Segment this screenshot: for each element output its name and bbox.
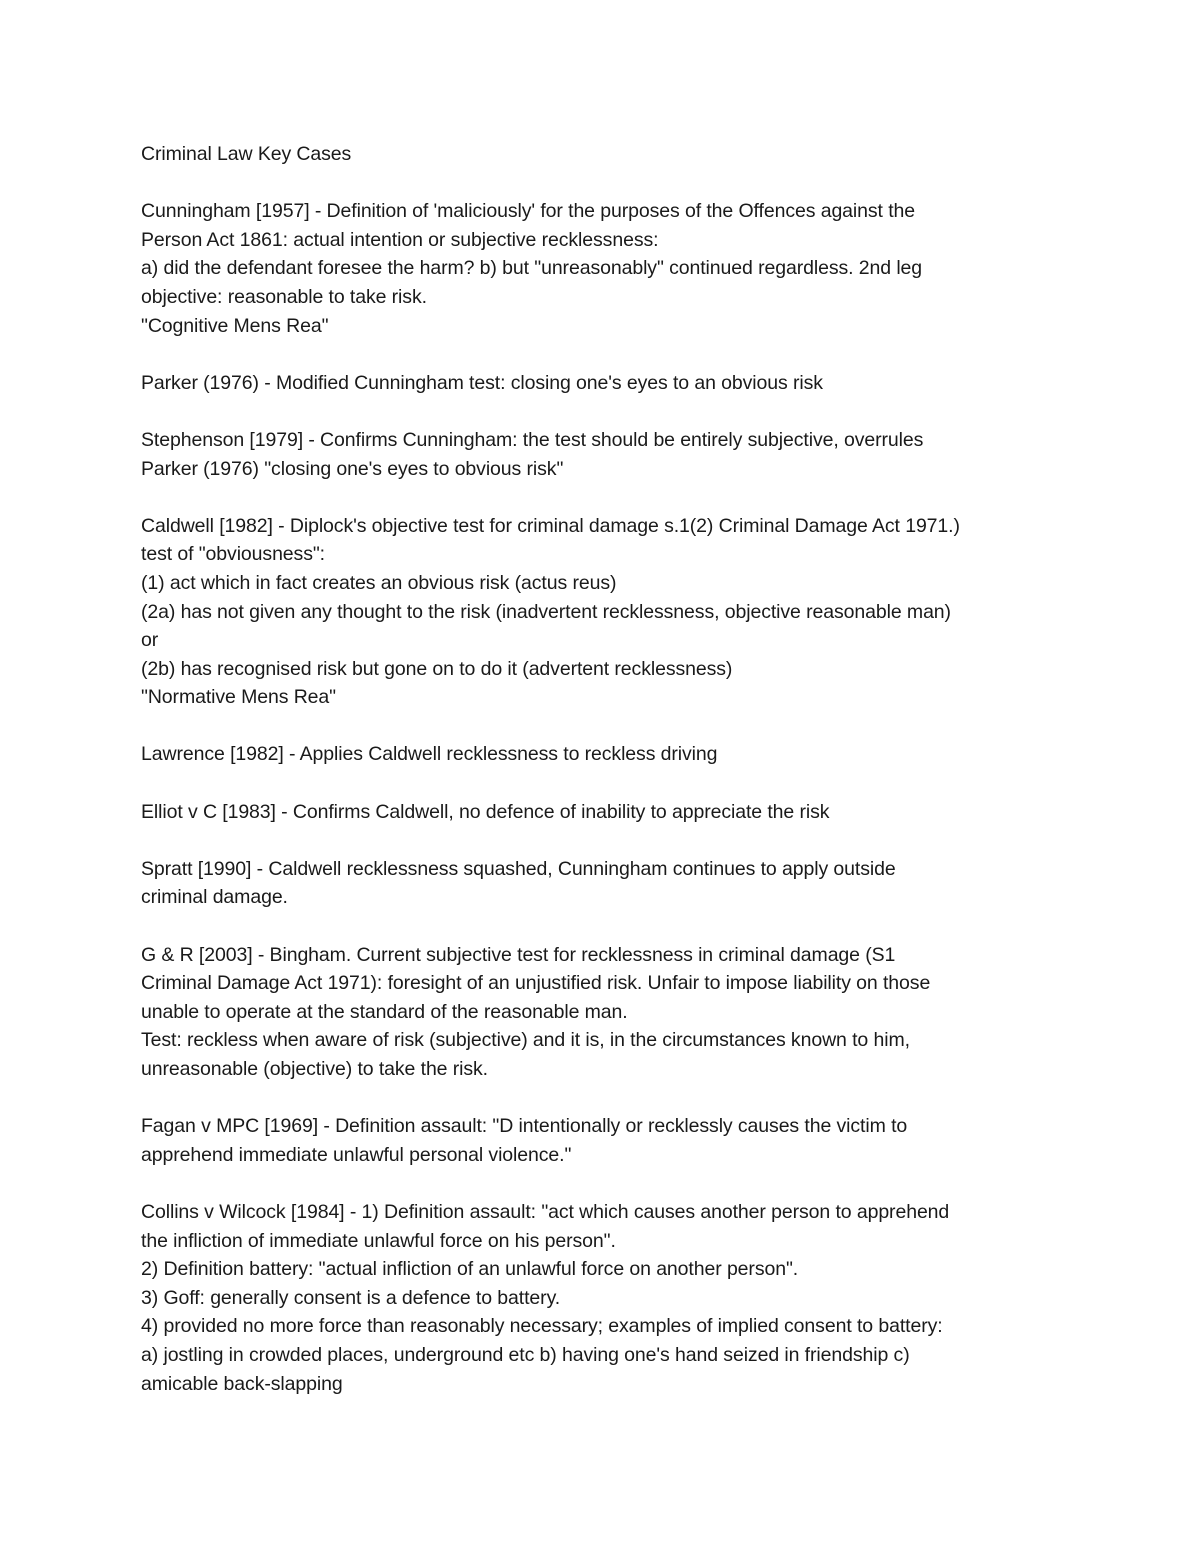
case-text-line: (2a) has not given any thought to the risk (inadvertent recklessness, objective reasonable man) [141,600,951,623]
case-text-line: the infliction of immediate unlawful force on his person". [141,1229,616,1252]
case-text-line: objective: reasonable to take risk. [141,285,427,308]
case-text-line: or [141,629,159,652]
case-text-line: Parker (1976) - Modified Cunningham test: closing one's eyes to an obvious risk [141,371,823,394]
paragraph-spacer [141,769,1101,798]
paragraph-spacer [141,712,1101,741]
case-text-line: Collins v Wilcock [1984] - 1) Definition assault: "act which causes another person to apprehend [141,1200,950,1223]
case-text-line: Elliot v C [1983] - Confirms Caldwell, no defence of inability to appreciate the risk [141,800,830,823]
case-text-line: amicable back-slapping [141,1372,343,1395]
paragraph-spacer [141,826,1101,855]
paragraph-spacer [141,340,1101,369]
case-text-line: 2) Definition battery: "actual infliction of an unlawful force on another person". [141,1258,799,1281]
paragraph-spacer [141,1169,1101,1198]
paragraph-spacer [141,483,1101,512]
case-text-line: "Normative Mens Rea" [141,686,336,709]
case-text-line: apprehend immediate unlawful personal violence." [141,1143,572,1166]
case-list [141,169,1101,1399]
case-text-line: G & R [2003] - Bingham. Current subjective test for recklessness in criminal damage (S1 [141,943,896,966]
case-text-line: Stephenson [1979] - Confirms Cunningham: the test should be entirely subjective, overrules [141,428,924,451]
paragraph-spacer [141,397,1101,426]
case-text-line: test of "obviousness": [141,543,325,566]
paragraph-spacer [141,912,1101,941]
case-text-line: Cunningham [1957] - Definition of 'maliciously' for the purposes of the Offences against the [141,200,916,223]
case-text-line: unable to operate at the standard of the reasonable man. [141,1000,628,1023]
case-paragraph [141,1198,1101,1398]
case-paragraph [141,426,1101,483]
case-text-line: a) jostling in crowded places, underground etc b) having one's hand seized in friendship c) [141,1343,910,1366]
case-text-line: Fagan v MPC [1969] - Definition assault: "D intentionally or recklessly causes the victim to [141,1115,908,1138]
case-text-line: Parker (1976) "closing one's eyes to obvious risk" [141,457,564,480]
case-text-line: a) did the defendant foresee the harm? b) but "unreasonably" continued regardless. 2nd leg [141,257,923,280]
case-text-line: Person Act 1861: actual intention or subjective recklessness: [141,228,659,251]
case-text-line: criminal damage. [141,886,288,909]
case-paragraph [141,941,1101,1084]
case-paragraph [141,855,1101,912]
case-paragraph [141,197,1101,340]
case-text-line: Criminal Damage Act 1971): foresight of an unjustified risk. Unfair to impose liability on those [141,972,931,995]
case-text-line: Spratt [1990] - Caldwell recklessness squashed, Cunningham continues to apply outside [141,857,896,880]
case-text-line: 4) provided no more force than reasonably necessary; examples of implied consent to battery: [141,1315,943,1338]
case-paragraph [141,798,1101,827]
case-text-line: (2b) has recognised risk but gone on to do it (advertent recklessness) [141,657,733,680]
case-paragraph [141,512,1101,712]
case-paragraph [141,1112,1101,1169]
case-text-line: Test: reckless when aware of risk (subjective) and it is, in the circumstances known to him, [141,1029,910,1052]
case-text-line: "Cognitive Mens Rea" [141,314,329,337]
case-text-line: Lawrence [1982] - Applies Caldwell recklessness to reckless driving [141,743,718,766]
case-paragraph [141,740,1101,769]
case-text-line: 3) Goff: generally consent is a defence to battery. [141,1286,561,1309]
case-text-line: Caldwell [1982] - Diplock's objective test for criminal damage s.1(2) Criminal Damage Act 1971.) [141,514,960,537]
case-paragraph [141,369,1101,398]
case-text-line: (1) act which in fact creates an obvious risk (actus reus) [141,571,617,594]
document-body [141,140,1101,1398]
paragraph-spacer [141,169,1101,198]
document-title: Criminal Law Key Cases [141,143,352,165]
case-text-line: unreasonable (objective) to take the risk. [141,1058,488,1080]
paragraph-spacer [141,1084,1101,1113]
